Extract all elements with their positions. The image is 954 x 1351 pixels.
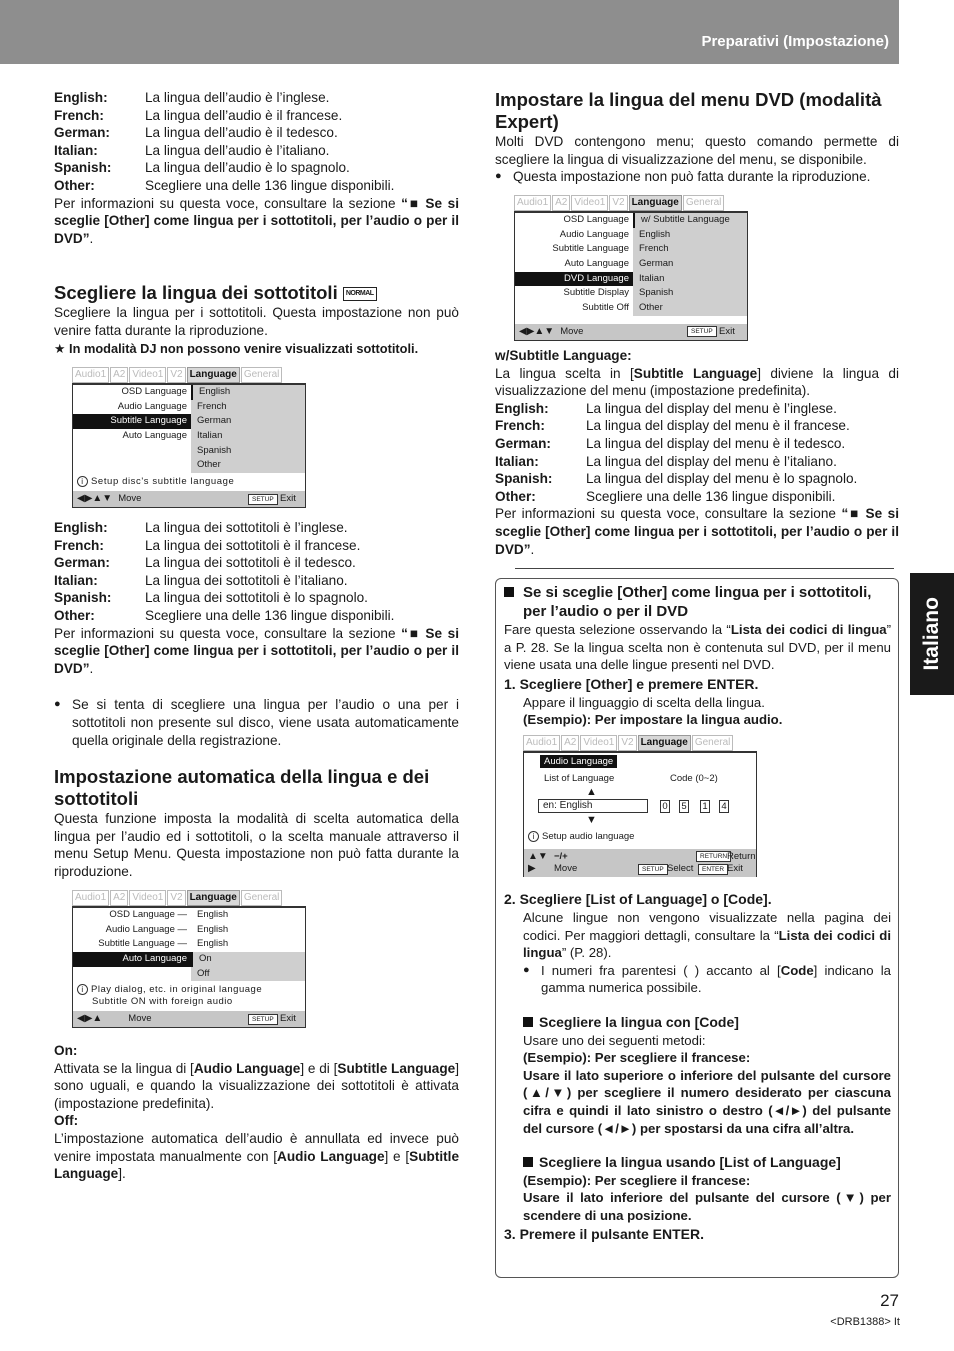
menu-tabs	[72, 890, 306, 906]
auto-section-title: Impostazione automatica della lingua e dei sottotitoli	[54, 766, 430, 810]
list-item: Italian: La lingua dei sottotitoli è l’italiano.	[54, 572, 348, 588]
list-item: English: La lingua dei sottotitoli è l’inglese.	[54, 520, 348, 535]
info-icon: i	[528, 831, 539, 842]
menu-row-selected[interactable]: DVD Language Italian	[515, 272, 747, 287]
code-digit-2[interactable]: 5	[679, 800, 689, 813]
menu-row-selected[interactable]: Subtitle Language German	[73, 414, 305, 429]
off-desc: L’impostazione automatica dell’audio è annullata ed invece può venire impostata manualmente con [Audio Language] e [Subtitle Language].	[54, 1130, 459, 1182]
tab-a2[interactable]: A2	[110, 890, 128, 906]
section-divider	[515, 568, 894, 569]
menu-body	[523, 751, 757, 877]
menu-body	[514, 211, 748, 341]
code-digit-3[interactable]: 1	[700, 800, 710, 813]
menu-row[interactable]: OSD Language w/ Subtitle Language	[515, 213, 747, 228]
tab-language[interactable]: Language	[187, 890, 240, 906]
step-2: 2. Scegliere [List of Language] o [Code].	[504, 891, 772, 907]
list-item: Other: Scegliere una delle 136 lingue disponibili.	[54, 177, 395, 193]
list-item: German: La lingua dei sottotitoli è il tedesco.	[54, 555, 356, 571]
list-item: Other: Scegliere una delle 136 lingue disponibili.	[54, 607, 395, 623]
setup-key: SETUP	[248, 494, 278, 505]
menu-footer: ▲▼ −/+ ▶ Move RETURN Return SETUP Select ENTER Exit	[524, 849, 756, 877]
tab-general[interactable]: General	[683, 195, 725, 211]
tab-v2[interactable]: V2	[618, 735, 636, 751]
left-column-2	[54, 519, 459, 881]
menu-row[interactable]: Subtitle Language French	[515, 242, 747, 257]
left-column-3	[54, 1042, 459, 1183]
right-column-2	[495, 347, 899, 558]
bullet-icon: ●	[495, 170, 502, 183]
cursor-arrows-icon: ◀▶▲▼	[519, 325, 555, 337]
auto-intro: Questa funzione imposta la modalità di scelta automatica della lingua per l’audio ed i sottotitoli, o la scelta manuale attraverso il menu Setup Menu. Questa impostazione non può fatta durante la riproduzione.	[54, 811, 459, 879]
menu-footer: ◀▶▲▼ Move SETUP Exit	[73, 491, 305, 507]
header-title: Preparativi (Impostazione)	[701, 33, 889, 50]
list-item: French: La lingua dell’audio è il francese.	[54, 107, 343, 123]
list-method-title: Scegliere la lingua usando [List of Language]	[523, 1154, 891, 1172]
code-menu-title: Audio Language	[540, 755, 617, 768]
menu-row[interactable]: Subtitle Language — English	[73, 937, 305, 952]
menu-row[interactable]: Audio Language French	[73, 400, 305, 415]
tab-v2[interactable]: V2	[167, 367, 185, 383]
tab-general[interactable]: General	[241, 890, 283, 906]
list-item: German: La lingua dell’audio è il tedesco.	[54, 125, 338, 141]
list-item: French: La lingua del display del menu è il francese.	[495, 418, 850, 434]
right-column	[495, 89, 899, 186]
square-bullet-icon	[523, 1017, 533, 1027]
menu-tabs	[514, 195, 748, 211]
menu-row[interactable]: Subtitle Off Other	[515, 301, 747, 316]
menu-body	[72, 906, 306, 1028]
enter-key: ENTER	[698, 864, 728, 875]
menu-row[interactable]: Audio Language English	[515, 228, 747, 243]
menu-row[interactable]: Audio Language — English	[73, 923, 305, 938]
menu-row[interactable]: Other	[73, 458, 305, 473]
bullet-icon: ●	[54, 698, 61, 711]
wsub-desc: La lingua scelta in [Subtitle Language] diviene la lingua di visualizzazione del menu (impostazione predefinita).	[495, 365, 899, 399]
list-item: Other: Scegliere una delle 136 lingue disponibili.	[495, 488, 836, 504]
step-1-body: Appare il linguaggio di scelta della lingua. (Esempio): Per impostare la lingua audio.	[523, 694, 783, 728]
tab-audio1[interactable]: Audio1	[523, 735, 560, 751]
subtitle-intro: Scegliere la lingua per i sottotitoli. Questa impostazione non può venire fatta durante la riproduzione.	[54, 305, 459, 338]
list-item: Italian: La lingua dell’audio è l’italiano.	[54, 142, 330, 158]
setup-key: SETUP	[248, 1014, 278, 1025]
off-term: Off:	[54, 1113, 79, 1129]
list-item: German: La lingua del display del menu è il tedesco.	[495, 435, 846, 451]
right-arrow-icon: ▶	[528, 863, 536, 874]
tab-video1[interactable]: Video1	[571, 195, 608, 211]
tab-a2[interactable]: A2	[552, 195, 570, 211]
language-side-tab	[910, 573, 954, 695]
audio-language-list	[54, 89, 459, 195]
tab-a2[interactable]: A2	[561, 735, 579, 751]
menu-info: i Setup disc's subtitle language	[73, 473, 305, 491]
menu-row[interactable]: Subtitle Display Spanish	[515, 286, 747, 301]
code-instructions: Usare il lato superiore o inferiore del pulsante del cursore (▲/▼) per scegliere il numero desiderato per ciascuna cifra e quindi il lato sinistro o destro (◄/►) del pulsante del cursore (◄/►) per spostarsi da una cifra all’altra.	[523, 1067, 891, 1136]
step-2-bullet: ● I numeri fra parentesi ( ) accanto al [Code] indicano la gamma numerica possibile.	[523, 962, 891, 996]
tab-audio1[interactable]: Audio1	[514, 195, 551, 211]
down-arrow-icon: ▼	[586, 814, 597, 826]
tab-audio1[interactable]: Audio1	[72, 890, 109, 906]
code-method-title: Scegliere la lingua con [Code]	[523, 1014, 891, 1032]
subtitle-bullet-note: ● Se si tenta di scegliere una lingua per l’audio o una per i sottotitoli non presente sul disco, viene usata automaticamente quella originale della registrazione.	[54, 697, 459, 748]
info-icon: i	[77, 984, 88, 995]
subtitle-reference: Per informazioni su questa voce, consultare la sezione “■ Se si sceglie [Other] come lingua per i sottotitoli, per l’audio o per il DVD”.	[54, 625, 459, 676]
tab-language[interactable]: Language	[629, 195, 682, 211]
list-instructions: Usare il lato inferiore del pulsante del cursore (▼) per scendere di una posizione.	[523, 1190, 891, 1223]
menu-footer: ◀▶▲▼ Move SETUP Exit	[515, 324, 747, 340]
up-down-arrows-icon: ▲▼	[528, 851, 548, 862]
tab-a2[interactable]: A2	[110, 367, 128, 383]
list-item: Spanish: La lingua del display del menu è lo spagnolo.	[495, 471, 858, 487]
tab-v2[interactable]: V2	[609, 195, 627, 211]
menu-footer: ◀▶▲ Move SETUP Exit	[73, 1011, 305, 1027]
menu-info: i Play dialog, etc. in original language Subtitle ON with foreign audio	[73, 981, 305, 1011]
audio-language-code-menu	[523, 735, 757, 877]
step-1: 1. Scegliere [Other] e premere ENTER.	[504, 675, 759, 692]
subtitle-language-list	[54, 519, 459, 625]
menu-row[interactable]: Auto Language German	[515, 257, 747, 272]
list-item: Italian: La lingua del display del menu è l’italiano.	[495, 453, 837, 469]
wsub-term: w/Subtitle Language:	[495, 348, 632, 363]
code-label[interactable]: Code (0~2)	[670, 773, 718, 784]
step-3: 3. Premere il pulsante ENTER.	[504, 1225, 704, 1242]
other-box-intro: Fare questa selezione osservando la “Lista dei codici di lingua” a P. 28. Se la lingua scelta non è contenuta sul DVD, per il menu viene usata una delle lingue presenti nel DVD.	[504, 622, 891, 673]
cursor-arrows-icon: ◀▶▲	[77, 1013, 103, 1025]
up-arrow-icon: ▲	[586, 786, 597, 798]
subtitle-section-title: Scegliere la lingua dei sottotitoli NORMAL	[54, 282, 459, 304]
left-column	[54, 89, 459, 357]
language-field[interactable]: en: English	[538, 799, 648, 813]
tab-video1[interactable]: Video1	[129, 367, 166, 383]
tab-language[interactable]: Language	[187, 367, 240, 383]
setup-key: SETUP	[687, 326, 717, 337]
list-item: French: La lingua dei sottotitoli è il francese.	[54, 537, 361, 553]
list-item: English: La lingua del display del menu è l’inglese.	[495, 400, 837, 416]
page-number: 27	[880, 1291, 899, 1310]
info-icon: i	[77, 476, 88, 487]
subtitle-star-note: ★ In modalità DJ non possono venire visualizzati sottotitoli.	[54, 340, 419, 356]
menu-row[interactable]: Spanish	[73, 444, 305, 459]
other-box-content-2	[504, 889, 891, 1244]
step-2-body: Alcune lingue non vengono visualizzate nella pagina dei codici. Per maggiori dettagli, consultare la “Lista dei codici di lingua” (P. 28). ● I numeri fra parentesi ( ) accanto al [Code] indicano la gamma numerica possibile. Scegliere la lingua con [Code] Usare uno dei seguenti metodi: (Esempio): Per scegliere il francese: Usare il lato superiore o inferiore del pulsante del cursore (▲/▼) per scegliere il numero desiderato per ciascuna cifra e quindi il lato sinistro o destro (◄/►) del pulsante del cursore (◄/►) per spostarsi da una cifra all’altra. Scegliere la lingua usando [List of Language] (Esempio): Per scegliere il francese: Usare il lato inferiore del pulsante del cursore (▼) per scendere di una posizione.	[523, 910, 891, 1223]
menu-row[interactable]: Off	[73, 967, 305, 982]
audio-reference: Per informazioni su questa voce, consultare la sezione “■ Se si sceglie [Other] come lingua per i sottotitoli, per l’audio o per il DVD”.	[54, 195, 459, 246]
menu-body	[72, 383, 306, 508]
tab-audio1[interactable]: Audio1	[72, 367, 109, 383]
tab-video1[interactable]: Video1	[580, 735, 617, 751]
tab-general[interactable]: General	[692, 735, 734, 751]
menu-info: i Setup audio language	[528, 831, 634, 843]
list-item: Spanish: La lingua dell’audio è lo spagnolo.	[54, 160, 350, 176]
code-digit-4[interactable]: 4	[719, 800, 729, 813]
menu-tabs	[72, 367, 306, 383]
tab-general[interactable]: General	[241, 367, 283, 383]
menu-row[interactable]: Auto Language Italian	[73, 429, 305, 444]
other-box-title: Se si sceglie [Other] come lingua per i sottotitoli, per l’audio o per il DVD	[504, 583, 891, 621]
menu-row[interactable]: OSD Language English	[73, 385, 305, 400]
list-of-language-label[interactable]: List of Language	[544, 773, 615, 784]
list-item: Spanish: La lingua dei sottotitoli è lo spagnolo.	[54, 590, 368, 606]
square-bullet-icon	[523, 1157, 533, 1167]
on-term: On:	[54, 1043, 78, 1058]
dvd-menu-intro: Molti DVD contengono menu; questo comando permette di scegliere la lingua di visualizzazione del menu, se disponibile.	[495, 134, 899, 167]
list-item: English: La lingua dell’audio è l’inglese.	[54, 90, 330, 105]
dvd-menu-section-title: Impostare la lingua del menu DVD (modalità Expert)	[495, 89, 882, 132]
document-code: <DRB1388> It	[830, 1316, 900, 1328]
auto-language-setup-menu	[72, 890, 306, 1028]
on-desc: Attivata se la lingua di [Audio Language] e di [Subtitle Language] sono uguali, e quando la visualizzazione dei sottotitoli è attivata (impostazione predefinita).	[54, 1060, 460, 1111]
subtitle-setup-menu	[72, 367, 306, 508]
dvd-menu-language-list	[495, 400, 899, 506]
square-bullet-icon	[504, 587, 514, 597]
setup-key: SETUP	[638, 864, 668, 875]
other-box-content	[504, 583, 891, 729]
tab-video1[interactable]: Video1	[129, 890, 166, 906]
menu-row[interactable]: OSD Language — English	[73, 908, 305, 923]
side-tab-label: Italiano	[920, 597, 944, 671]
tab-v2[interactable]: V2	[167, 890, 185, 906]
menu-row-selected[interactable]: Auto Language On	[73, 952, 305, 967]
normal-mode-badge: NORMAL	[343, 287, 377, 301]
code-digit-1[interactable]: 0	[660, 800, 670, 813]
cursor-arrows-icon: ◀▶▲▼	[77, 493, 113, 505]
menu-tabs	[523, 735, 757, 751]
tab-language[interactable]: Language	[638, 735, 691, 751]
dvd-menu-reference: Per informazioni su questa voce, consultare la sezione “■ Se si sceglie [Other] come lingua per i sottotitoli, per l’audio o per il DVD”.	[495, 506, 899, 557]
bullet-icon: ●	[523, 963, 530, 976]
dvd-language-setup-menu	[514, 195, 748, 341]
dvd-menu-bullet: ● Questa impostazione non può fatta durante la riproduzione.	[495, 169, 871, 185]
return-key: RETURN	[696, 851, 731, 862]
